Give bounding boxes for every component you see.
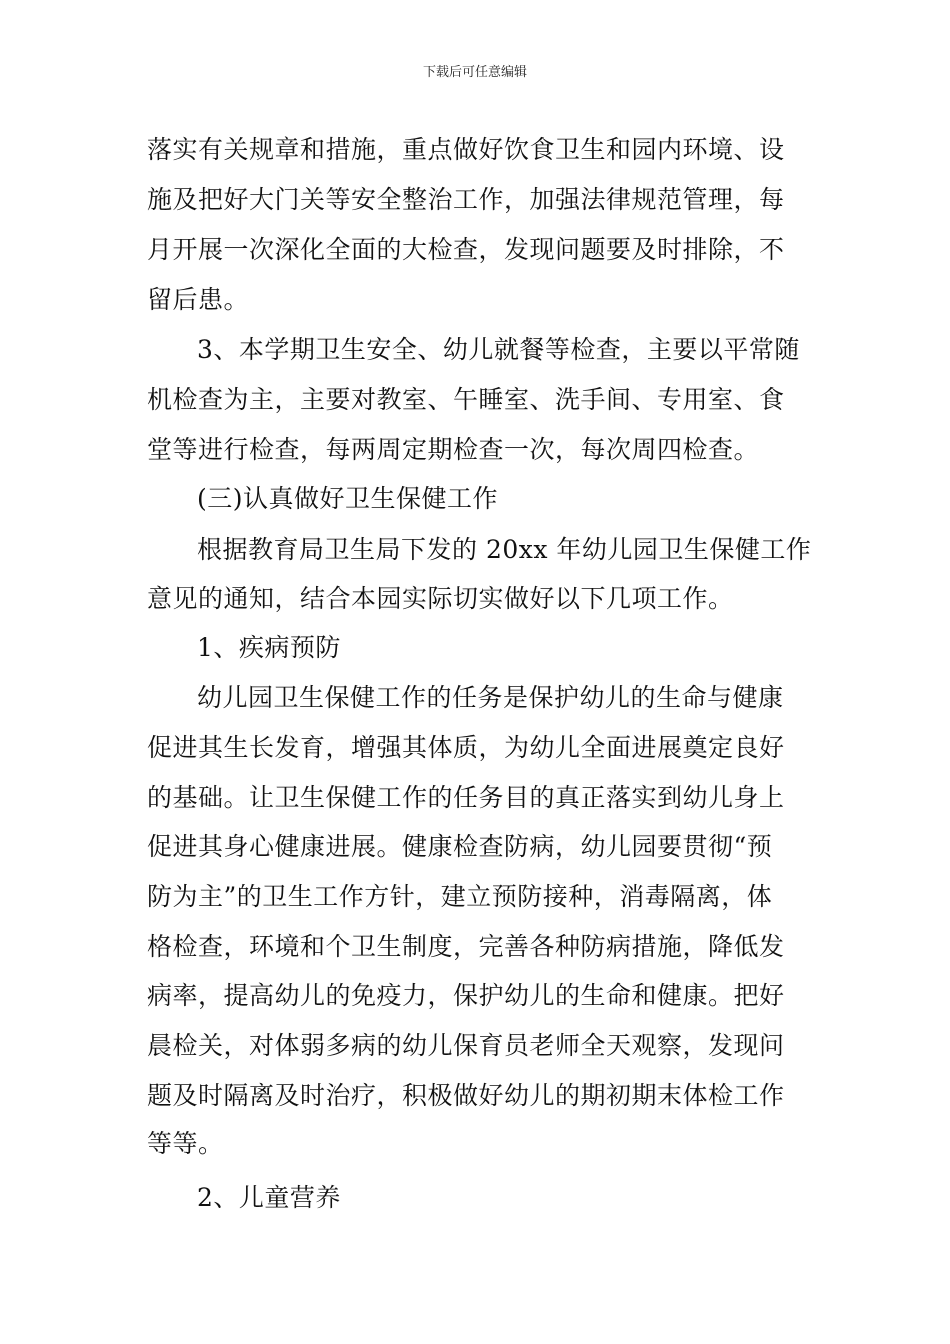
page-header: 下载后可任意编辑	[422, 65, 527, 80]
body-line: 月开展一次深化全面的大检查，发现问题要及时排除，不	[147, 235, 785, 264]
body-line: 促进其生长发育，增强其体质，为幼儿全面进展奠定良好	[147, 733, 785, 762]
body-line: 等等。	[147, 1129, 224, 1158]
body-line: 意见的通知，结合本园实际切实做好以下几项工作。	[147, 584, 734, 613]
body-line: 3、本学期卫生安全、幼儿就餐等检查，主要以平常随	[197, 335, 800, 364]
body-line: 的基础。让卫生保健工作的任务目的真正落实到幼儿身上	[147, 783, 785, 812]
body-line: 晨检关，对体弱多病的幼儿保育员老师全天观察，发现问	[147, 1031, 785, 1060]
body-line: 施及把好大门关等安全整治工作，加强法律规范管理，每	[147, 185, 785, 214]
body-line: 留后患。	[147, 285, 250, 314]
body-line: 堂等进行检查，每两周定期检查一次，每次周四检查。	[147, 435, 760, 464]
subsection-heading: 2、儿童营养	[197, 1183, 341, 1212]
body-line: 机检查为主，主要对教室、午睡室、洗手间、专用室、食	[147, 385, 785, 414]
body-line: 落实有关规章和措施，重点做好饮食卫生和园内环境、设	[147, 135, 785, 164]
body-line: 格检查，环境和个卫生制度，完善各种防病措施，降低发	[147, 932, 785, 961]
body-line: 题及时隔离及时治疗，积极做好幼儿的期初期末体检工作	[147, 1081, 785, 1110]
body-line: 防为主”的卫生工作方针，建立预防接种，消毒隔离，体	[147, 882, 773, 911]
body-line: 病率，提高幼儿的免疫力，保护幼儿的生命和健康。把好	[147, 981, 785, 1010]
body-line: 幼儿园卫生保健工作的任务是保护幼儿的生命与健康	[197, 683, 784, 712]
body-line: 根据教育局卫生局下发的 20xx 年幼儿园卫生保健工作	[197, 535, 812, 564]
section-heading: (三)认真做好卫生保健工作	[197, 484, 499, 513]
body-line: 促进其身心健康进展。健康检查防病，幼儿园要贯彻“预	[147, 832, 773, 861]
subsection-heading: 1、疾病预防	[197, 633, 341, 662]
